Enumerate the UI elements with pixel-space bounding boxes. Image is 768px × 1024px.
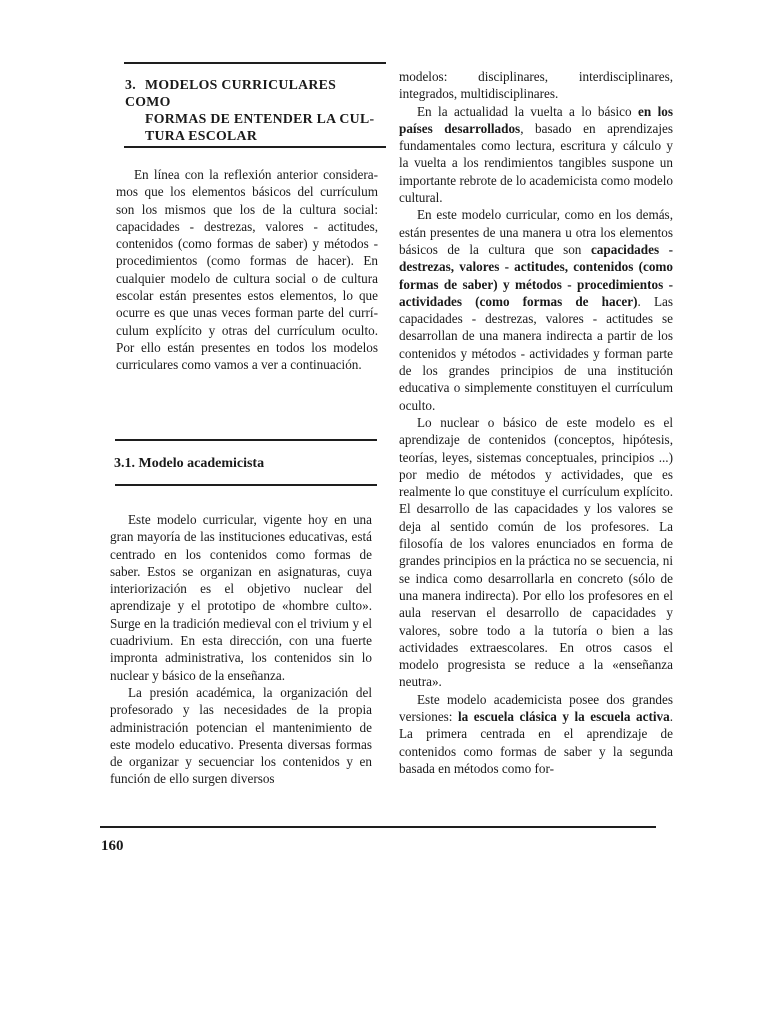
bold-phrase: en los países desarrollados (399, 103, 673, 136)
body-paragraph: modelos: disciplinares, interdisciplinares, integrados, multidisciplinares. (399, 69, 673, 102)
left-column-intro (116, 166, 378, 374)
intro-paragraph: En línea con la reflexión anterior consideramos que los elementos básicos del currículum son los mismos que los de la cultura social: capacidades - destrezas, valores - actitudes, contenidos (como formas de saber) y métodos - procedimientos (como formas de hacer). En cualquier modelo de cultura social o de cultura escolar están presentes estos elementos, lo que ocurre es que unas veces forman parte del currículum explícito y otras del currículum oculto. Por ello están presentes en todos los modelos curriculares como vamos a ver a continuación. (116, 167, 378, 373)
left-column-body (110, 511, 372, 788)
footer-rule (100, 826, 656, 828)
section-heading (125, 76, 380, 144)
right-column (399, 68, 673, 777)
section-heading-rule (124, 146, 386, 148)
body-paragraph: Este modelo curricular, vigente hoy en una gran mayoría de las instituciones educativas, está centrado en los contenidos como formas de saber. Estos se organizan en asignaturas, cuya interiorización es el objetivo nuclear del aprendizaje y el prototipo de «hombre culto». Surge en la tradición medieval con el trivium y el cuadrivium. En esta dirección, con una fuerte impronta administrativa, los contenidos sin lo nuclear y básico de la enseñanza. (110, 512, 372, 683)
section-title-line3: TURA ESCOLAR (145, 128, 258, 143)
page-number: 160 (101, 838, 124, 854)
body-paragraph: Lo nuclear o básico de este modelo es el aprendizaje de contenidos (conceptos, hipótesis, teorías, leyes, sistemas conceptuales, principios ...) por medio de métodos y actividades, que es realmente lo que constituye el currículum explícito. El desarrollo de las capacidades y los valores se deja al sentido común de los profesores. La filosofía de los valores enunciados en forma de grandes principios en la práctica no se secuencia, ni se indica como desarrollarla en concreto (sólo de una manera indirecta). Por ello los profesores en el aula reservan el desarrollo de capacidades y valores, sobre todo a la tutoría o bien a las actividades extraescolares. En otros casos el modelo progresista se reduce a la «enseñanza neutra». (399, 414, 673, 690)
section-title-line1: MODELOS CURRICULARES COMO (125, 77, 337, 109)
bold-phrase: la escuela clásica y la escuela activa (457, 708, 670, 724)
body-paragraph: La presión académica, la organización del profesorado y las necesidades de la propia administración potencian el mantenimiento de este modelo educativo. Presenta diversas formas de organizar y secuenciar los contenidos y en función de ello surgen diversos (110, 684, 372, 787)
body-paragraph: En este modelo curricular, como en los demás, están presentes de una manera u otra los elementos básicos de la cultura que son capacidades - destrezas, valores - actitudes, contenidos (como formas de saber) y métodos - procedimientos - actividades (como formas de hacer). Las capacidades - destrezas, valores - actitudes se desarrollan de una manera indirecta a partir de los contenidos y métodos - actividades y forman parte de los grandes principios de una institución educativa o simplemente constituyen el currículum oculto. (399, 207, 673, 413)
body-paragraph: En la actualidad la vuelta a lo básico en los países desarrollados, basado en aprendizajes fundamentales como lectura, escritura y cálculo y la vuelta a los rendimientos tangibles suspone un importante rebrote de lo academicista como modelo cultural. (399, 103, 673, 206)
body-paragraph: Este modelo academicista posee dos grandes versiones: la escuela clásica y la escuela activa. La primera centrada en el aprendizaje de contenidos como formas de saber y la segunda basada en métodos como for- (399, 691, 673, 776)
bold-phrase: capacidades - destrezas, valores - actitudes, contenidos (como formas de saber) y métodos - procedimientos - actividades (como formas de hacer) (399, 241, 673, 309)
section-title-line2: FORMAS DE ENTENDER LA CUL- (145, 111, 375, 126)
subsection-top-rule (115, 439, 377, 441)
top-rule (124, 62, 386, 64)
subsection-bottom-rule (115, 484, 377, 486)
subsection-heading: 3.1. Modelo academicista (114, 456, 265, 471)
section-number: 3. (125, 77, 136, 92)
